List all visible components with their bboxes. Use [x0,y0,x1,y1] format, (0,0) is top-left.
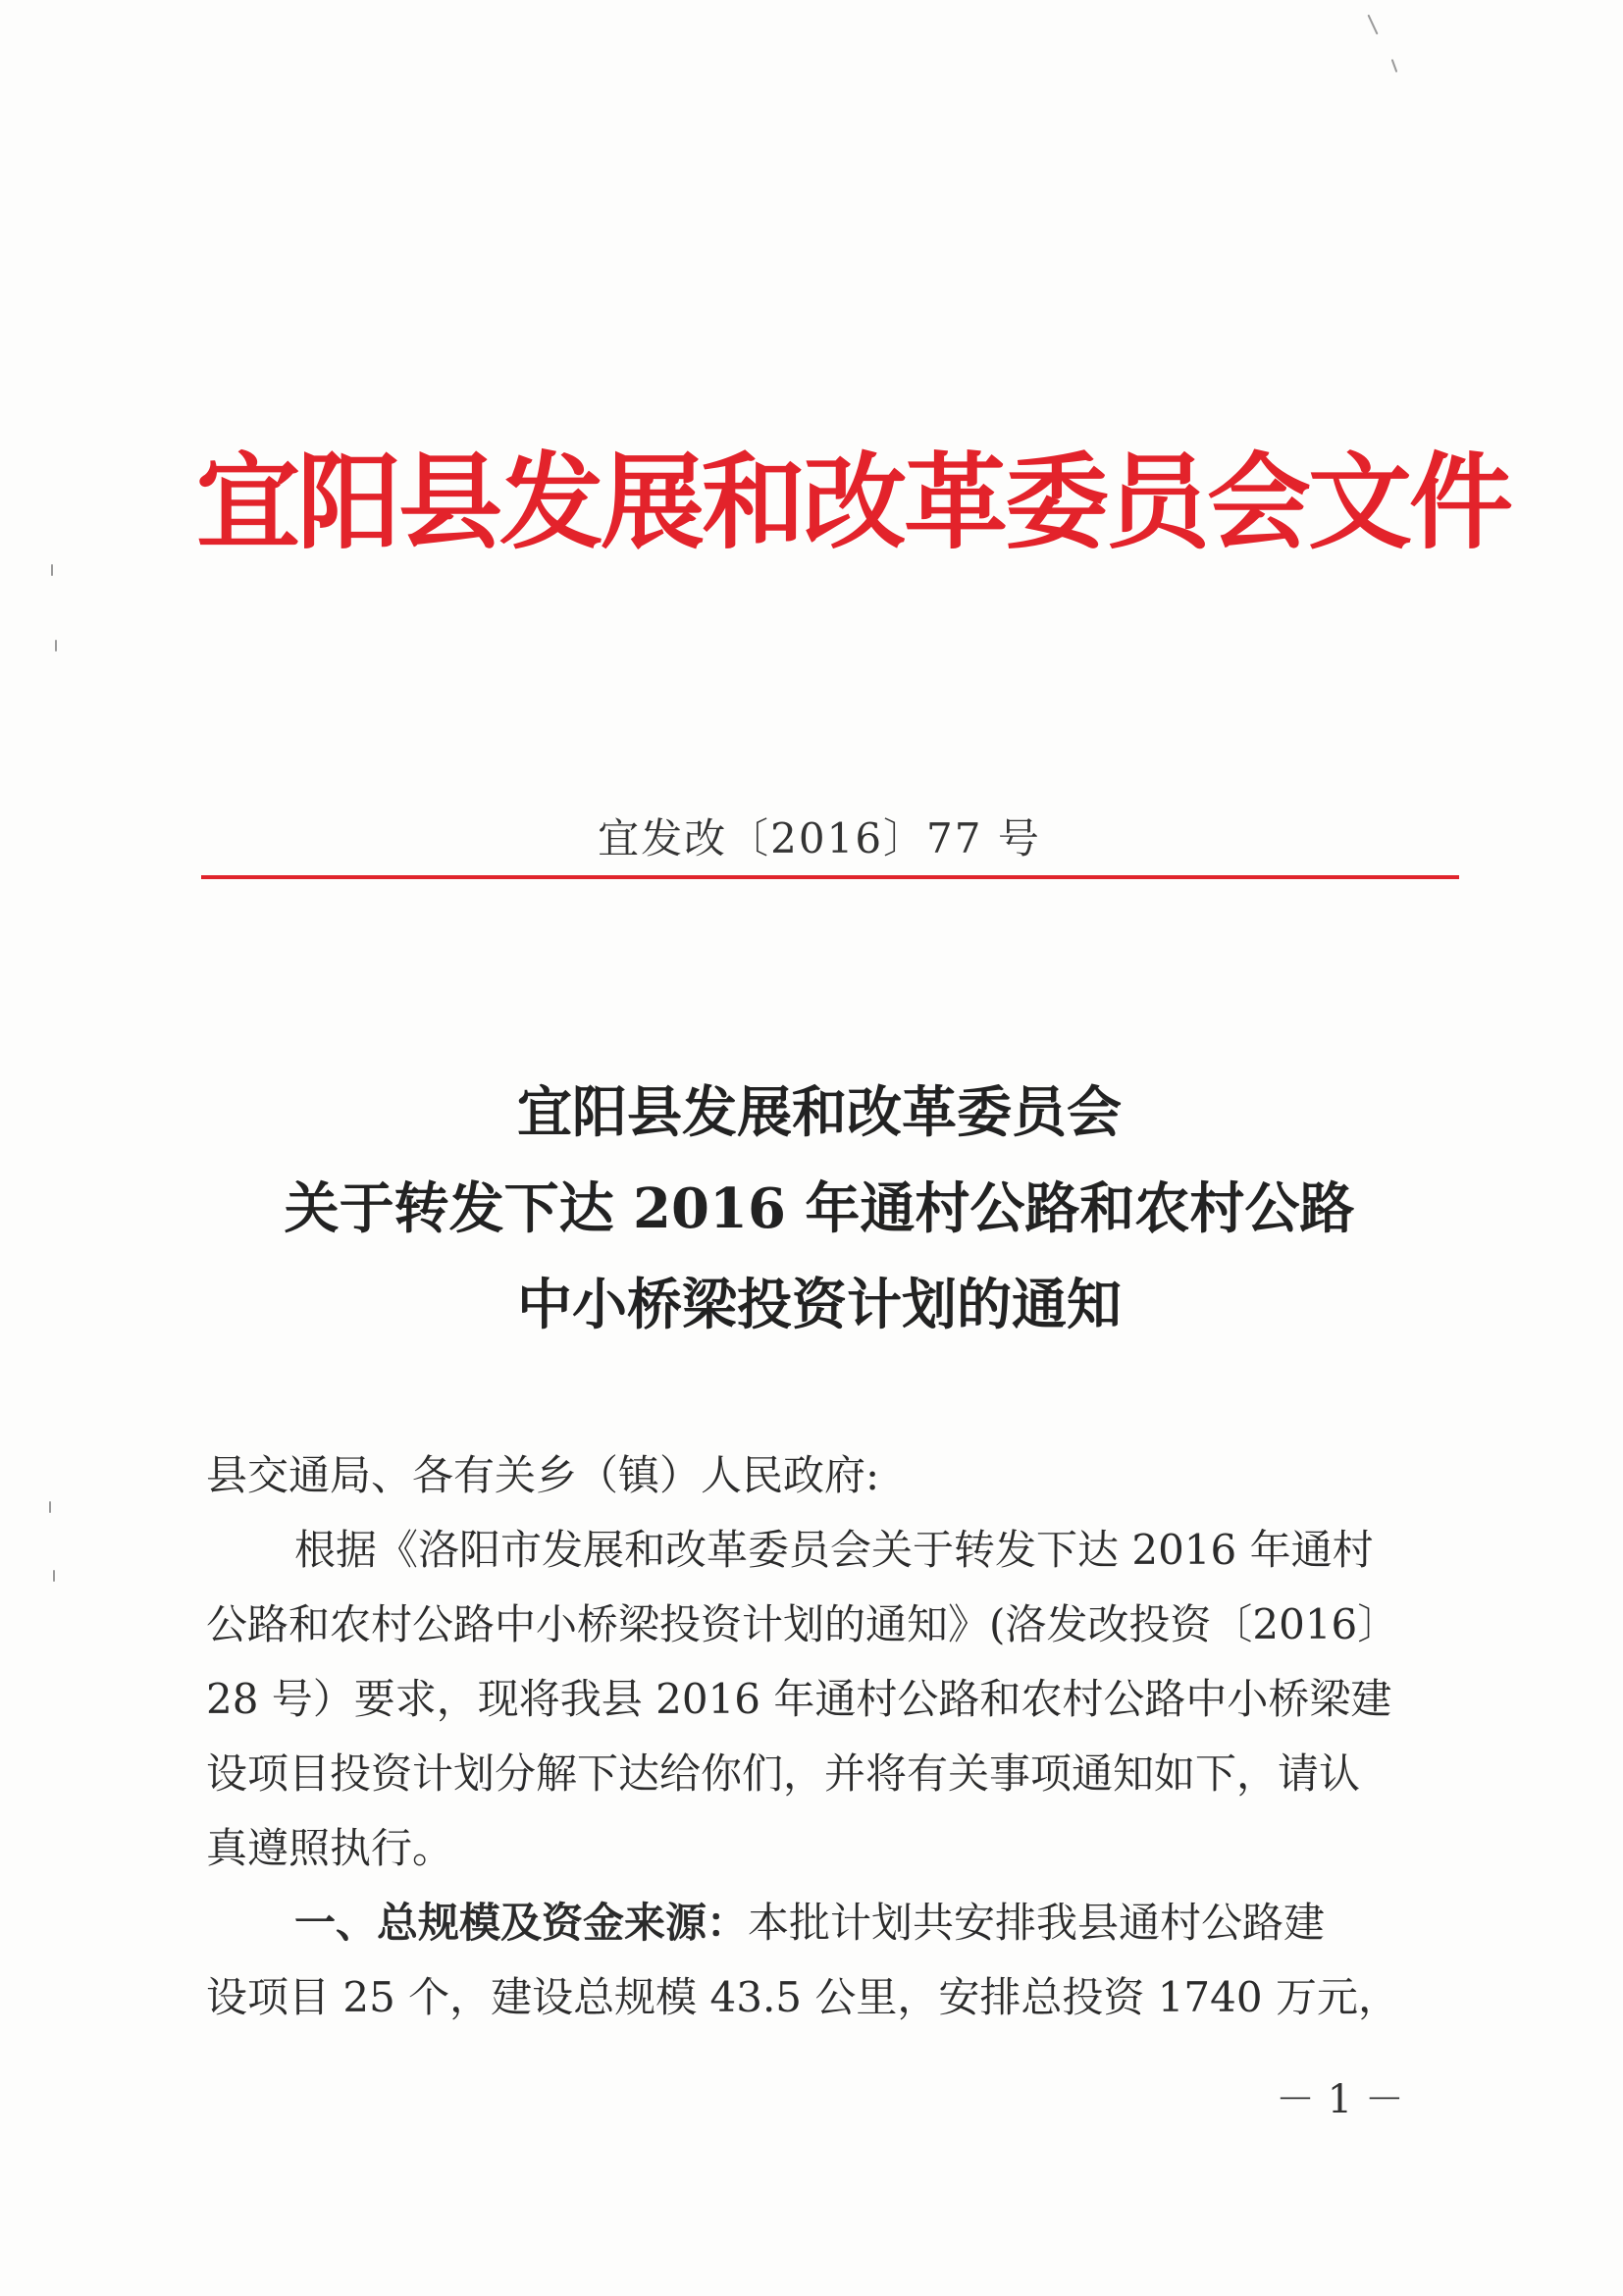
document-number: 宜发改〔2016〕77 号 [598,814,1041,862]
document-masthead: 宜阳县发展和改革委员会文件 [196,443,1510,563]
scan-speck [1367,15,1378,35]
section-1-line-1 [206,1886,1433,1960]
section-1-heading: 一、总规模及资金来源： [294,1899,749,1947]
scan-speck [49,1501,51,1513]
notice-title [196,1065,1442,1353]
red-separator-rule [201,875,1459,879]
title-line-1: 宜阳县发展和改革委员会 [517,1080,1122,1145]
paragraph-1-line-5: 真遵照执行。 [206,1824,454,1872]
paragraph-1-line-1: 根据《洛阳市发展和改革委员会关于转发下达 2016 年通村 [294,1526,1374,1574]
paragraph-1-line-2: 公路和农村公路中小桥梁投资计划的通知》(洛发改投资〔2016〕 [206,1600,1399,1648]
scan-speck [55,640,57,652]
scan-speck [51,564,53,576]
section-1-line-2: 设项目 25 个，建设总规模 43.5 公里，安排总投资 1740 万元， [206,1973,1399,2021]
page-number: － 1 － [1276,2077,1404,2122]
scan-speck [53,1570,55,1582]
paragraph-1-line-4: 设项目投资计划分解下达给你们，并将有关事项通知如下，请认 [206,1749,1361,1798]
section-1-text: 本批计划共安排我县通村公路建 [748,1899,1326,1947]
notice-body [206,1438,1433,2035]
paragraph-1-line-3: 28 号）要求，现将我县 2016 年通村公路和农村公路中小桥梁建 [206,1675,1392,1723]
title-line-3: 中小桥梁投资计划的通知 [517,1273,1122,1337]
scan-speck [1391,59,1398,73]
title-line-2: 关于转发下达 2016 年通村公路和农村公路 [284,1176,1355,1241]
salutation: 县交通局、各有关乡（镇）人民政府: [206,1451,880,1499]
